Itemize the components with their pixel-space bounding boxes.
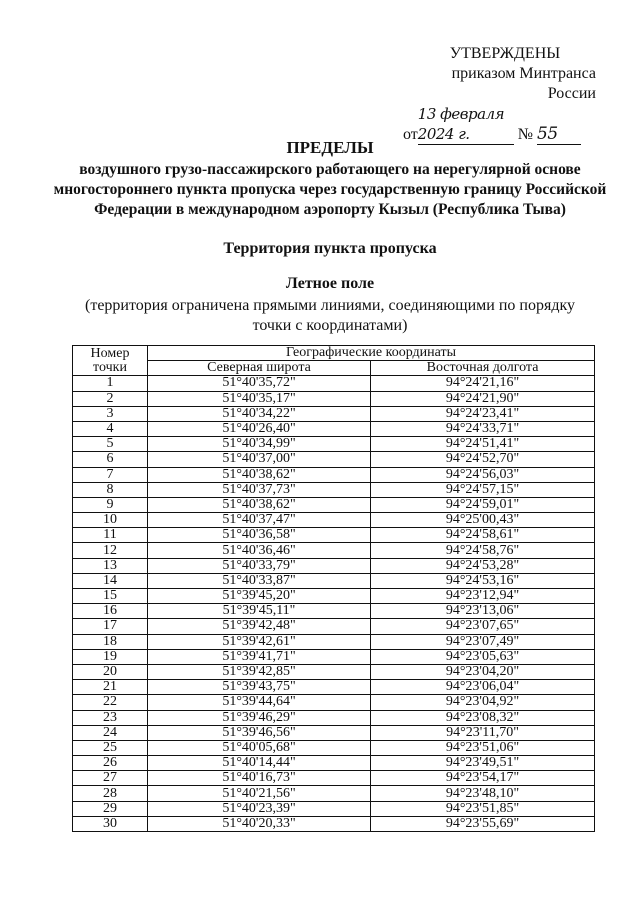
point-number-cell: 20 [73,664,148,679]
latitude-cell: 51°40'37,73" [148,482,371,497]
latitude-cell: 51°39'46,56" [148,725,371,740]
latitude-cell: 51°40'38,62" [148,497,371,512]
coordinates-body [73,376,595,832]
latitude-cell: 51°40'37,00" [148,452,371,467]
point-number-cell: 17 [73,619,148,634]
latitude-cell: 51°39'45,11" [148,604,371,619]
table-row [73,452,595,467]
latitude-cell: 51°40'34,99" [148,437,371,452]
latitude-cell: 51°40'34,22" [148,406,371,421]
point-number-cell: 3 [73,406,148,421]
table-row [73,497,595,512]
table-row [73,801,595,816]
header-point-line1: Номер [90,345,130,361]
table-row [73,391,595,406]
point-number-cell: 25 [73,740,148,755]
longitude-cell: 94°23'55,69" [371,816,595,831]
table-row [73,482,595,497]
point-number-cell: 28 [73,786,148,801]
latitude-cell: 51°39'46,29" [148,710,371,725]
point-number-cell: 18 [73,634,148,649]
table-row [73,406,595,421]
latitude-cell: 51°40'33,79" [148,558,371,573]
longitude-cell: 94°23'48,10" [371,786,595,801]
latitude-cell: 51°39'42,61" [148,634,371,649]
order-text: приказом Минтранса России [451,65,596,102]
longitude-cell: 94°24'21,90" [371,391,595,406]
latitude-cell: 51°40'37,47" [148,513,371,528]
table-row [73,725,595,740]
longitude-cell: 94°23'51,85" [371,801,595,816]
latitude-cell: 51°40'36,46" [148,543,371,558]
point-number-cell: 13 [73,558,148,573]
point-number-cell: 14 [73,573,148,588]
latitude-cell: 51°39'45,20" [148,589,371,604]
point-number-cell: 1 [73,376,148,391]
table-row [73,756,595,771]
longitude-cell: 94°24'53,28" [371,558,595,573]
longitude-cell: 94°23'54,17" [371,771,595,786]
point-number-cell: 12 [73,543,148,558]
table-row [73,680,595,695]
latitude-cell: 51°39'43,75" [148,680,371,695]
latitude-cell: 51°40'20,33" [148,816,371,831]
table-row [73,649,595,664]
table-row [73,376,595,391]
point-number-cell: 8 [73,482,148,497]
title-line-3: Федерации в международном аэропорту Кызыл (Республика Тыва) [94,201,566,218]
point-number-cell: 15 [73,589,148,604]
table-row [73,619,595,634]
point-number-cell: 7 [73,467,148,482]
handwritten-number: 55 [537,124,581,145]
latitude-cell: 51°40'35,72" [148,376,371,391]
longitude-cell: 94°24'57,15" [371,482,595,497]
point-number-cell: 21 [73,680,148,695]
document-title [50,138,610,220]
table-row [73,664,595,679]
longitude-cell: 94°23'06,04" [371,680,595,695]
point-number-cell: 9 [73,497,148,512]
longitude-cell: 94°24'33,71" [371,421,595,436]
latitude-cell: 51°40'05,68" [148,740,371,755]
latitude-cell: 51°39'44,64" [148,695,371,710]
longitude-cell: 94°23'13,06" [371,604,595,619]
latitude-cell: 51°40'38,62" [148,467,371,482]
table-row [73,634,595,649]
longitude-cell: 94°24'52,70" [371,452,595,467]
longitude-cell: 94°23'11,70" [371,725,595,740]
longitude-cell: 94°25'00,43" [371,513,595,528]
territory-description: (территория ограничена прямыми линиями, соединяющими по порядку точки с координатами) [85,297,575,334]
longitude-cell: 94°24'53,16" [371,573,595,588]
point-number-cell: 11 [73,528,148,543]
latitude-cell: 51°40'23,39" [148,801,371,816]
longitude-cell: 94°23'51,06" [371,740,595,755]
point-number-cell: 23 [73,710,148,725]
table-row [73,467,595,482]
longitude-cell: 94°24'51,41" [371,437,595,452]
header-coordinates: Географические координаты [148,346,595,361]
longitude-cell: 94°24'23,41" [371,406,595,421]
title-heading: ПРЕДЕЛЫ [286,138,374,157]
title-line-1: воздушного грузо-пассажирского работающего на нерегулярной основе [79,161,581,178]
point-number-cell: 4 [73,421,148,436]
table-row [73,513,595,528]
point-number-cell: 19 [73,649,148,664]
header-longitude: Восточная долгота [371,361,595,376]
longitude-cell: 94°23'07,49" [371,634,595,649]
header-point-number [73,346,148,376]
latitude-cell: 51°39'42,48" [148,619,371,634]
longitude-cell: 94°24'58,76" [371,543,595,558]
from-label: от [403,126,418,143]
point-number-cell: 24 [73,725,148,740]
header-point-line2: точки [93,359,127,375]
longitude-cell: 94°23'07,65" [371,619,595,634]
longitude-cell: 94°23'04,92" [371,695,595,710]
point-number-cell: 6 [73,452,148,467]
approved-label: УТВЕРЖДЕНЫ [449,45,561,62]
header-latitude: Северная широта [148,361,371,376]
point-number-cell: 10 [73,513,148,528]
table-row [73,604,595,619]
table-row [73,771,595,786]
field-heading: Летное поле [285,275,375,292]
longitude-cell: 94°23'04,20" [371,664,595,679]
longitude-cell: 94°23'05,63" [371,649,595,664]
point-number-cell: 16 [73,604,148,619]
latitude-cell: 51°39'41,71" [148,649,371,664]
point-number-cell: 5 [73,437,148,452]
table-row [73,543,595,558]
longitude-cell: 94°24'59,01" [371,497,595,512]
longitude-cell: 94°23'49,51" [371,756,595,771]
number-label: № [517,126,534,143]
longitude-cell: 94°24'21,16" [371,376,595,391]
longitude-cell: 94°23'12,94" [371,589,595,604]
latitude-cell: 51°40'14,44" [148,756,371,771]
longitude-cell: 94°23'08,32" [371,710,595,725]
latitude-cell: 51°40'33,87" [148,573,371,588]
coordinates-table [72,345,595,832]
territory-heading: Территория пункта пропуска [223,240,437,257]
latitude-cell: 51°40'35,17" [148,391,371,406]
point-number-cell: 29 [73,801,148,816]
table-row [73,695,595,710]
point-number-cell: 27 [73,771,148,786]
table-row [73,437,595,452]
table-row [73,421,595,436]
table-row [73,573,595,588]
table-row [73,786,595,801]
point-number-cell: 26 [73,756,148,771]
longitude-cell: 94°24'58,61" [371,528,595,543]
point-number-cell: 2 [73,391,148,406]
latitude-cell: 51°40'26,40" [148,421,371,436]
table-row [73,589,595,604]
table-row [73,740,595,755]
latitude-cell: 51°40'16,73" [148,771,371,786]
approval-stamp [400,44,610,145]
latitude-cell: 51°40'21,56" [148,786,371,801]
longitude-cell: 94°24'56,03" [371,467,595,482]
title-line-2: многостороннего пункта пропуска через государственную границу Российской [53,181,607,198]
latitude-cell: 51°39'42,85" [148,664,371,679]
point-number-cell: 30 [73,816,148,831]
handwritten-date: 13 февраля 2024 г. [418,104,514,145]
table-row [73,558,595,573]
point-number-cell: 22 [73,695,148,710]
table-row [73,528,595,543]
table-row [73,710,595,725]
table-row [73,816,595,831]
latitude-cell: 51°40'36,58" [148,528,371,543]
